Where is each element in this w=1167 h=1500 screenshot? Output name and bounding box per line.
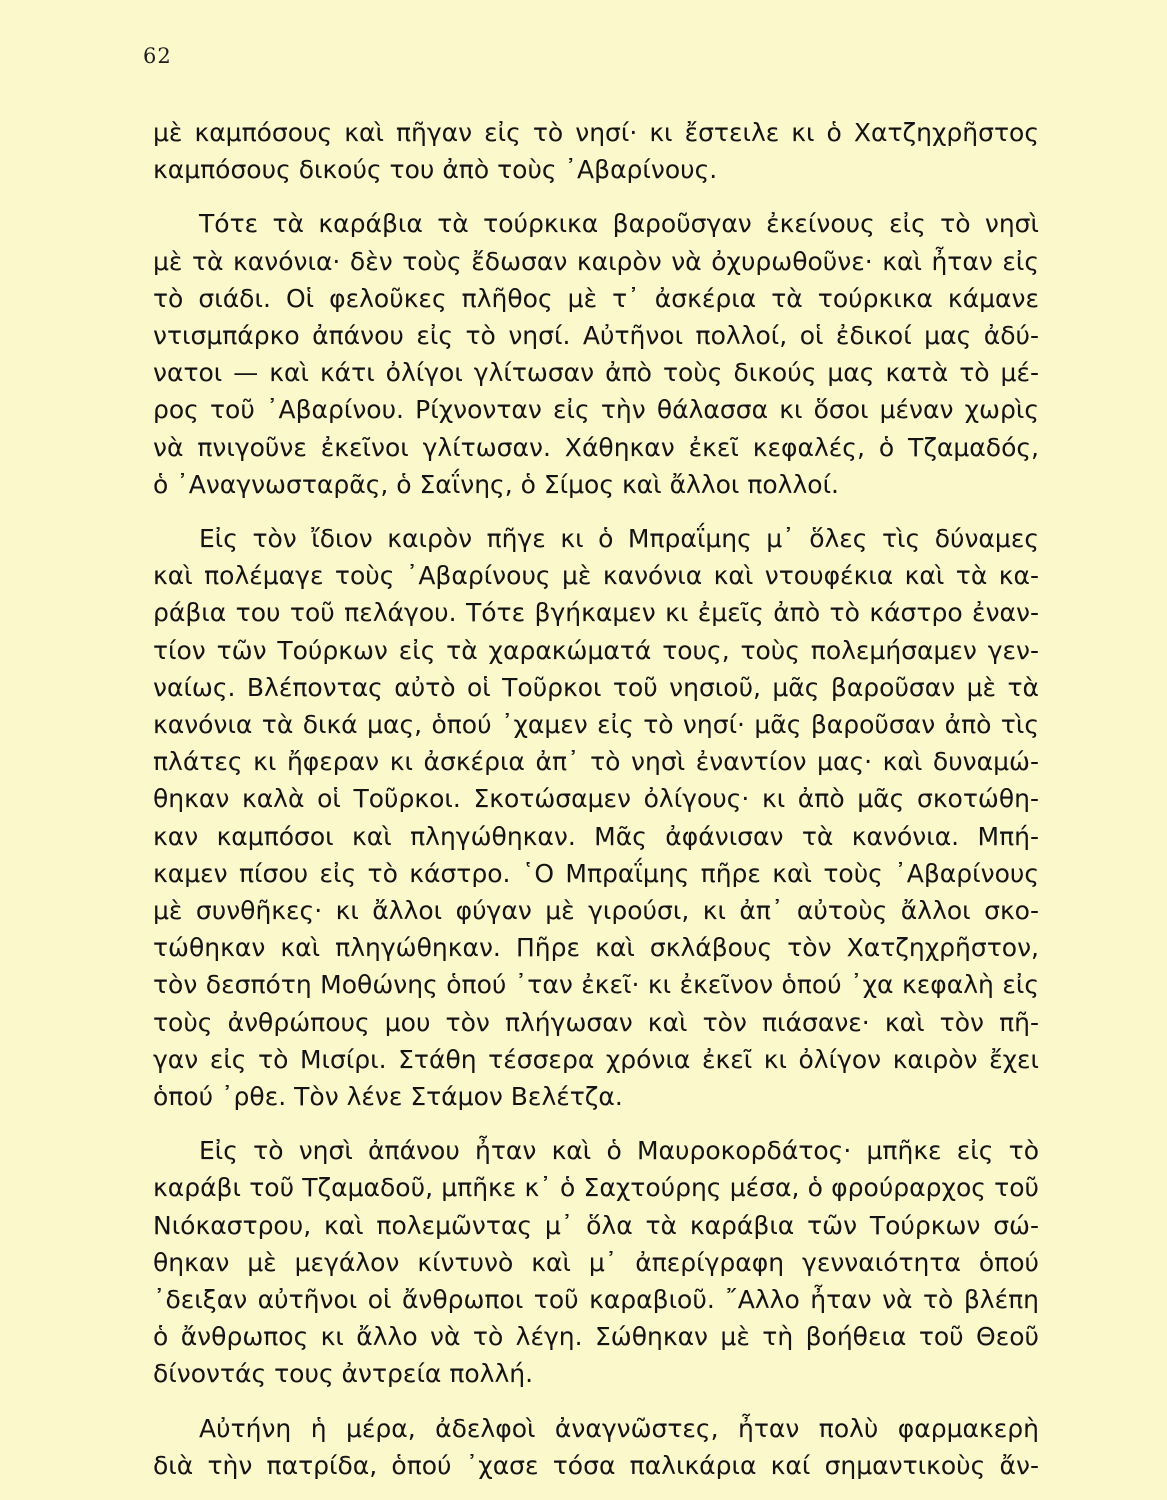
text-line: γαν εἰς τὸ Μισίρι. Στάθη τέσσερα χρόνια ἐκεῖ κι ὀλίγον καιρὸν ἔχει <box>153 1045 1039 1074</box>
text-line: μὲ καμπόσους καὶ πῆγαν εἰς τὸ νησί· κι ἔστειλε κι ὁ Χατζηχρῆστος <box>153 118 1039 147</box>
text-line: ὁ ἄνθρωπος κι ἄλλο νὰ τὸ λέγη. Σώθηκαν μὲ τὴ βοήθεια τοῦ Θεοῦ <box>153 1322 1039 1351</box>
text-line: μὲ τὰ κανόνια· δὲν τοὺς ἔδωσαν καιρὸν νὰ ὀχυρωθοῦνε· καὶ ἦταν εἰς <box>153 247 1039 276</box>
text-line: ράβια του τοῦ πελάγου. Τότε βγήκαμεν κι ἐμεῖς ἀπὸ τὸ κάστρο ἐναν- <box>153 598 1039 627</box>
text-line: τὸν δεσπότη Μοθώνης ὁπού ᾿ταν ἐκεῖ· κι ἐκεῖνον ὁπού ᾿χα κεφαλὴ εἰς <box>153 970 1039 999</box>
page-number: 62 <box>143 44 172 68</box>
text-line: καὶ πολέμαγε τοὺς ᾿Αβαρίνους μὲ κανόνια καὶ ντουφέκια καὶ τὰ κα- <box>153 561 1039 590</box>
text-line: τίον τῶν Τούρκων εἰς τὰ χαρακώματά τους, τοὺς πολεμήσαμεν γεν- <box>153 636 1039 665</box>
text-line: καράβι τοῦ Τζαμαδοῦ, μπῆκε κ᾿ ὁ Σαχτούρης μέσα, ὁ φρούραρχος τοῦ <box>153 1173 1039 1202</box>
text-line: τὸ σιάδι. Οἱ φελοῦκες πλῆθος μὲ τ᾿ ἀσκέρια τὰ τούρκικα κάμανε <box>153 284 1039 313</box>
text-line: νατοι — καὶ κάτι ὀλίγοι γλίτωσαν ἀπὸ τοὺς δικούς μας κατὰ τὸ μέ- <box>153 358 1039 387</box>
text-line: τώθηκαν καὶ πληγώθηκαν. Πῆρε καὶ σκλάβους τὸν Χατζηχρῆστον, <box>153 933 1039 962</box>
text-line: πλάτες κι ἤφεραν κι ἀσκέρια ἀπ᾿ τὸ νησὶ ἐναντίον μας· καὶ δυναμώ- <box>153 747 1039 776</box>
text-line: Εἰς τὸν ἴδιον καιρὸν πῆγε κι ὁ Μπραΐμης μ᾿ ὅλες τὶς δύναμες <box>199 524 1039 553</box>
text-line: δίνοντάς τους ἀντρεία πολλή. <box>153 1359 534 1388</box>
text-line: κανόνια τὰ δικά μας, ὁπού ᾿χαμεν εἰς τὸ νησί· μᾶς βαροῦσαν ἀπὸ τὶς <box>153 710 1039 739</box>
text-line: θηκαν μὲ μεγάλον κίντυνὸ καὶ μ᾿ ἀπερίγραφη γενναιότητα ὁπού <box>153 1248 1039 1277</box>
text-line: Εἰς τὸ νησὶ ἀπάνου ἦταν καὶ ὁ Μαυροκορδάτος· μπῆκε εἰς τὸ <box>199 1136 1039 1165</box>
text-line: καμεν πίσου εἰς τὸ κάστρο. ῾Ο Μπραΐμης πῆρε καὶ τοὺς ᾿Αβαρίνους <box>153 859 1039 888</box>
text-line: ντισμπάρκο ἀπάνου εἰς τὸ νησί. Αὐτῆνοι πολλοί, οἱ ἐδικοί μας ἀδύ- <box>153 321 1039 350</box>
text-line: Τότε τὰ καράβια τὰ τούρκικα βαροῦσγαν ἐκείνους εἰς τὸ νησὶ <box>199 209 1039 238</box>
text-line: διὰ τὴν πατρίδα, ὁπού ᾿χασε τόσα παλικάρια καί σημαντικοὺς ἄν- <box>153 1451 1039 1480</box>
text-line: καν καμπόσοι καὶ πληγώθηκαν. Μᾶς ἀφάνισαν τὰ κανόνια. Μπή- <box>153 822 1039 851</box>
text-line: τοὺς ἀνθρώπους μου τὸν πλήγωσαν καὶ τὸν πιάσανε· καὶ τὸν πῆ- <box>153 1008 1039 1037</box>
text-line: ὁπού ᾿ρθε. Τὸν λένε Στάμον Βελέτζα. <box>153 1082 623 1111</box>
text-line: μὲ συνθῆκες· κι ἄλλοι φύγαν μὲ γιρούσι, κι ἀπ᾿ αὐτοὺς ἄλλοι σκο- <box>153 896 1039 925</box>
text-line: ὁ ᾿Αναγνωσταρᾶς, ὁ Σαΐνης, ὁ Σίμος καὶ ἄλλοι πολλοί. <box>153 470 839 499</box>
text-line: θηκαν καλὰ οἱ Τοῦρκοι. Σκοτώσαμεν ὀλίγους· κι ἀπὸ μᾶς σκοτώθη- <box>153 784 1039 813</box>
text-line: Αὐτήνη ἡ μέρα, ἀδελφοὶ ἀναγνῶστες, ἦταν πολὺ φαρμακερὴ <box>199 1414 1039 1443</box>
text-line: νὰ πνιγοῦνε ἐκεῖνοι γλίτωσαν. Χάθηκαν ἐκεῖ κεφαλές, ὁ Τζαμαδός, <box>153 433 1039 462</box>
text-line: ᾿δειξαν αὐτῆνοι οἱ ἄνθρωποι τοῦ καραβιοῦ. ῎Αλλο ἦταν νὰ τὸ βλέπη <box>153 1285 1039 1314</box>
text-line: ναίως. Βλέποντας αὐτὸ οἱ Τοῦρκοι τοῦ νησιοῦ, μᾶς βαροῦσαν μὲ τὰ <box>153 673 1039 702</box>
text-line: Νιόκαστρου, καὶ πολεμῶντας μ᾿ ὅλα τὰ καράβια τῶν Τούρκων σώ- <box>153 1211 1039 1240</box>
text-line: ρος τοῦ ᾿Αβαρίνου. Ρίχνονταν εἰς τὴν θάλασσα κι ὅσοι μέναν χωρὶς <box>153 395 1039 424</box>
text-line: καμπόσους δικούς του ἀπὸ τοὺς ᾿Αβαρίνους. <box>153 155 718 184</box>
